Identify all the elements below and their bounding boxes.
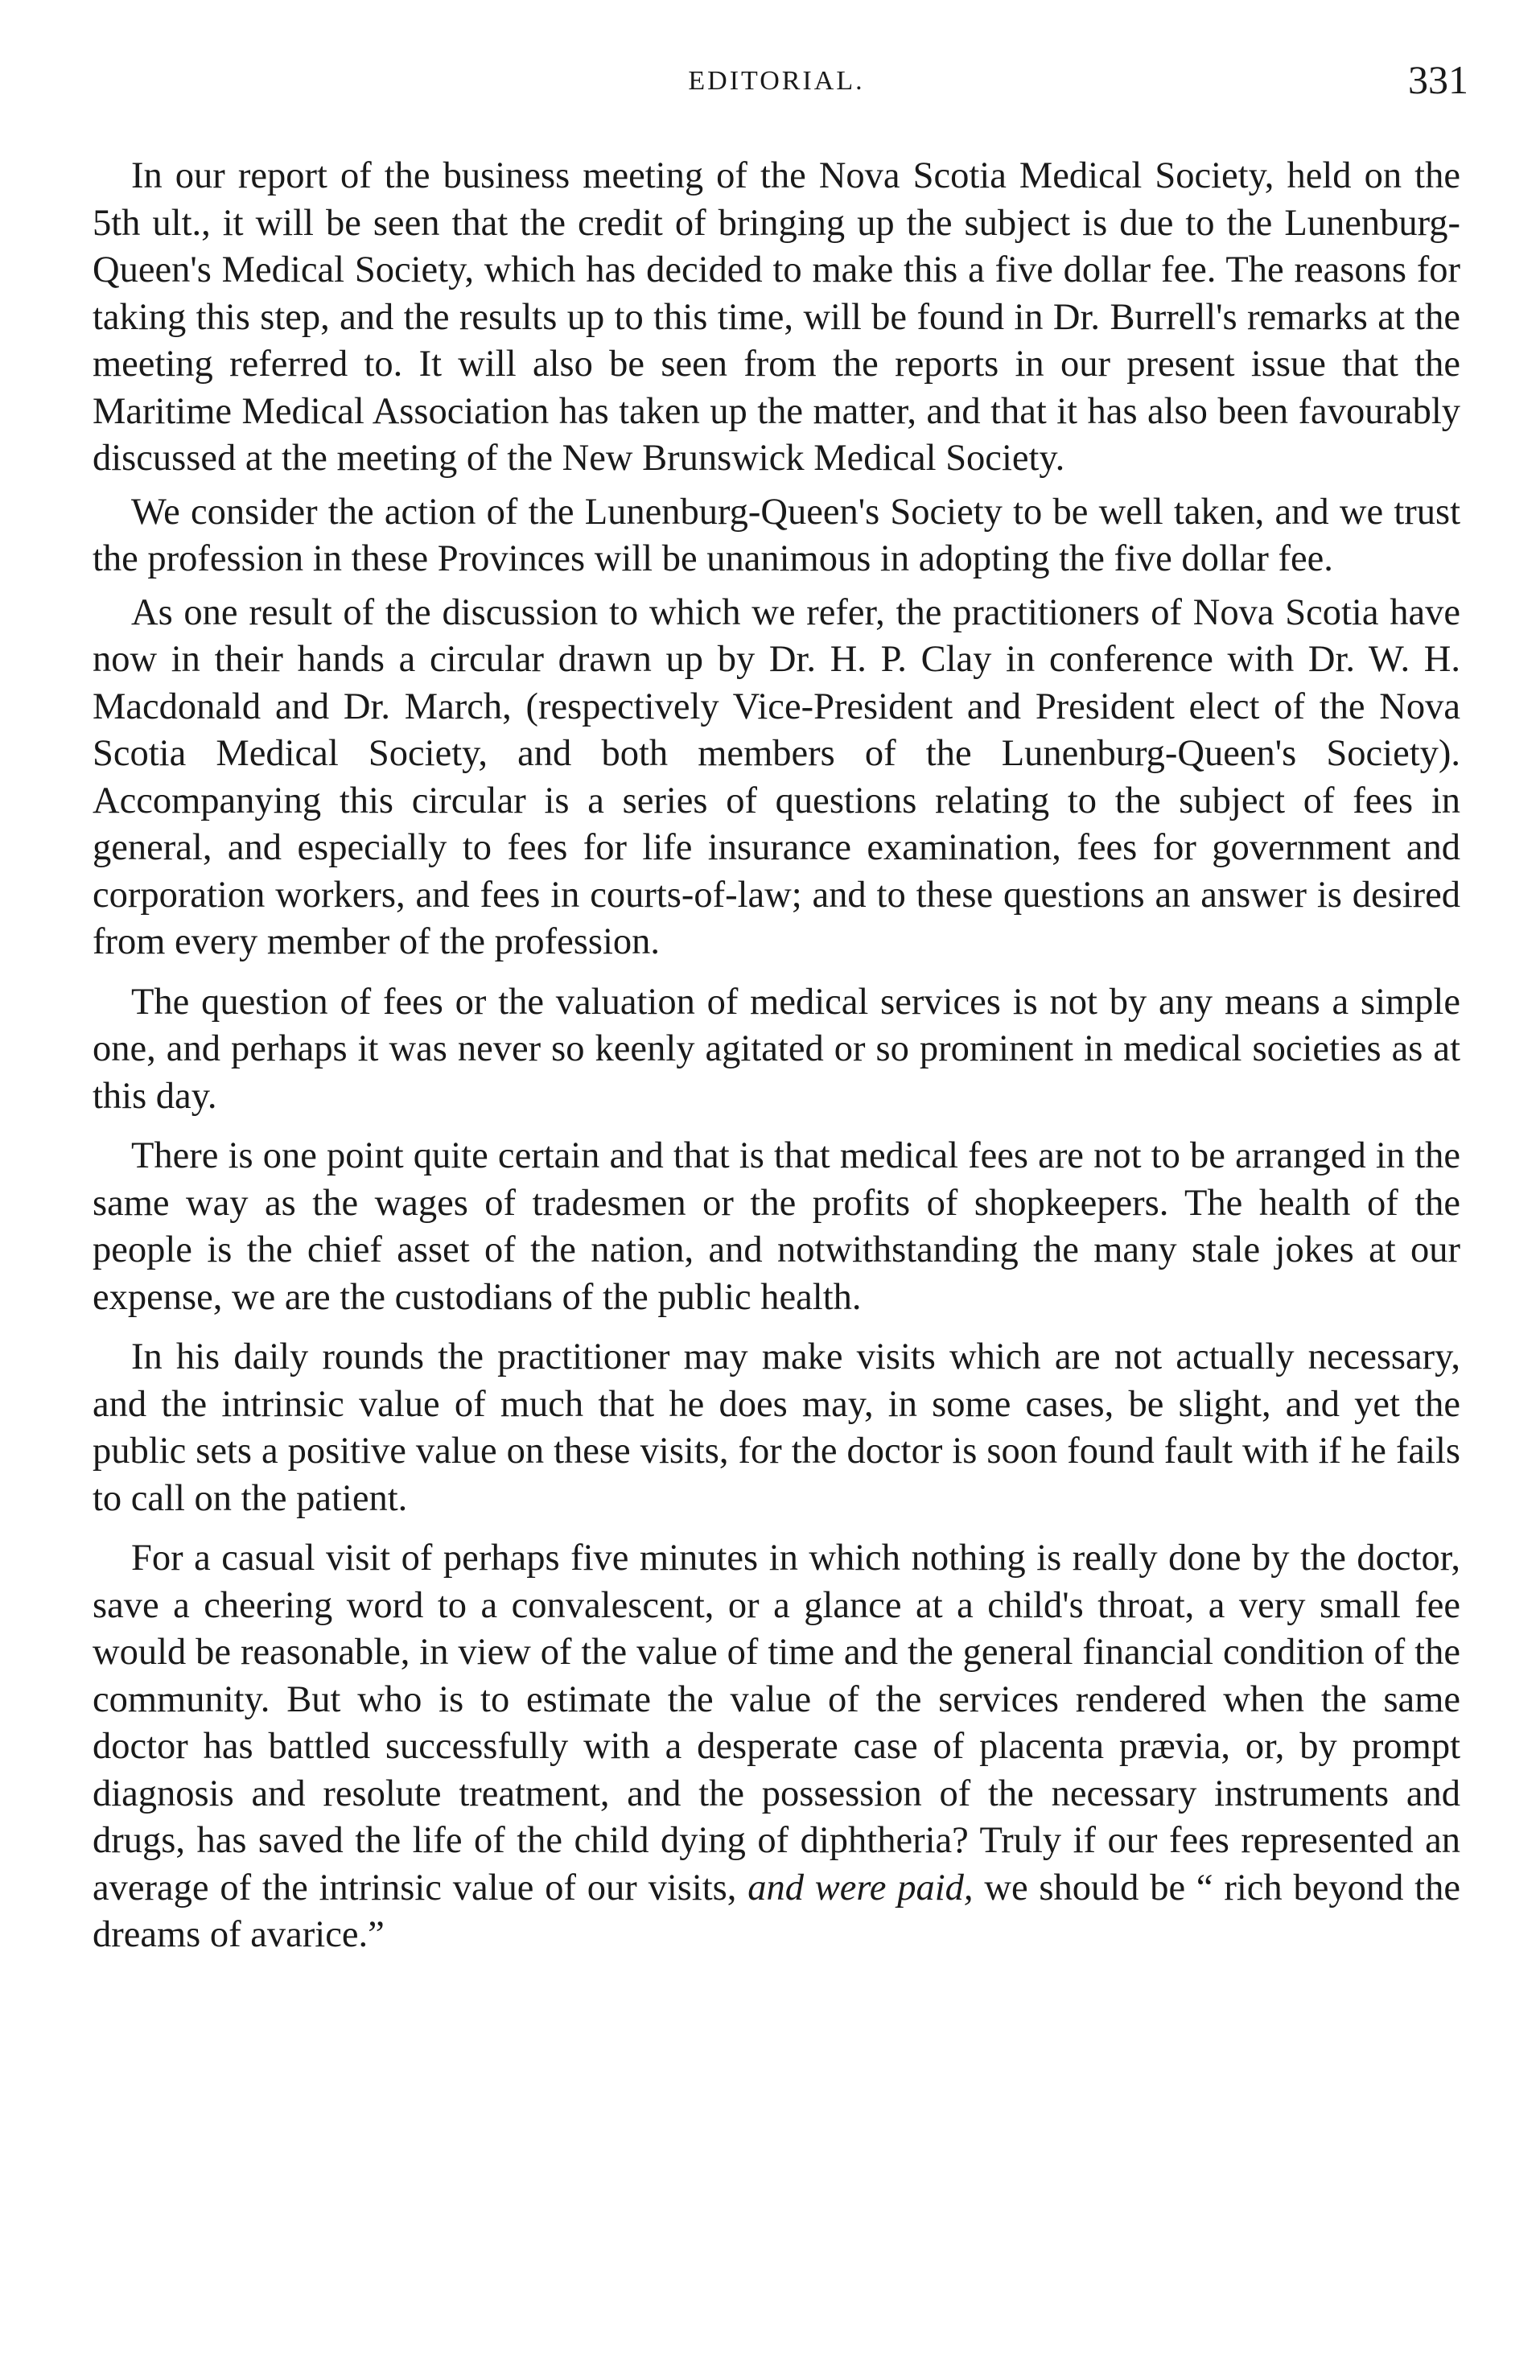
paragraph-7-ending: we should be “ rich beyond the dreams of avarice.” bbox=[93, 1867, 1460, 1955]
paragraph-1: In our report of the business meeting of the Nova Scotia Medical Society, held on the 5th ult., it will be seen that the credit of bringing up the subject is due to the Lunenburg-Queen's Medical Society, which has decided to make this a five dollar fee. The reasons for taking this step, and the results up to this time, will be found in Dr. Burrell's remarks at the meeting referred to. It will also be seen from the reports in our present issue that the Maritime Medical Association has taken up the matter, and that it has also been favourably discussed at the meeting of the New Brunswick Medical Society. bbox=[93, 155, 1460, 479]
document-page bbox=[93, 56, 1468, 1966]
page-number: 331 bbox=[1408, 57, 1468, 102]
editorial-body bbox=[93, 153, 1460, 1959]
paragraph-7 bbox=[93, 1535, 1460, 1959]
paragraph-7-text: For a casual visit of perhaps five minutes in which nothing is really done by the doctor, save a cheering word to a convalescent, or a glance at a child's throat, a very small fee would be reasonable, in view of the value of time and the general financial condition of the community. But who is to estimate the value of the services rendered when the same doctor has battled successfully with a desperate case of placenta prævia, or, by prompt diagnosis and resolute treatment, and the possession of the necessary instruments and drugs, has saved the life of the child dying of diphtheria? Truly if our fees represented an average of the intrinsic value of our visits, bbox=[93, 1538, 1460, 1909]
paragraph-2: We consider the action of the Lunenburg-Queen's Society to be well taken, and we trust the profession in these Provinces will be unanimous in adopting the five dollar fee. bbox=[93, 491, 1460, 579]
paragraph-3: As one result of the discussion to which we refer, the practitioners of Nova Scotia have now in their hands a circular drawn up by Dr. H. P. Clay in conference with Dr. W. H. Macdonald and Dr. March, (respectively Vice-President and President elect of the Nova Scotia Medical Society, and both members of the Lunenburg-Queen's Society). Accompanying this circular is a series of questions relating to the subject of fees in general, and especially to fees for life insurance examination, fees for government and corporation workers, and fees in courts-of-law; and to these questions an answer is desired from every member of the profession. bbox=[93, 591, 1460, 962]
paragraph-7-emphasis: and were paid, bbox=[747, 1867, 974, 1909]
paragraph-5: There is one point quite certain and that is that medical fees are not to be arranged in the same way as the wages of tradesmen or the profits of shopkeepers. The health of the people is the chief asset of the nation, and notwithstanding the many stale jokes at our expense, we are the custodians of the public health. bbox=[93, 1135, 1460, 1318]
paragraph-4: The question of fees or the valuation of medical services is not by any means a simple one, and perhaps it was never so keenly agitated or so prominent in medical societies as at this day. bbox=[93, 981, 1460, 1117]
paragraph-6: In his daily rounds the practitioner may make visits which are not actually necessary, and the intrinsic value of much that he does may, in some cases, be slight, and yet the public sets a positive value on these visits, for the doctor is soon found fault with if he fails to call on the patient. bbox=[93, 1336, 1460, 1519]
page-header bbox=[93, 56, 1468, 129]
running-head: EDITORIAL. bbox=[688, 66, 865, 96]
